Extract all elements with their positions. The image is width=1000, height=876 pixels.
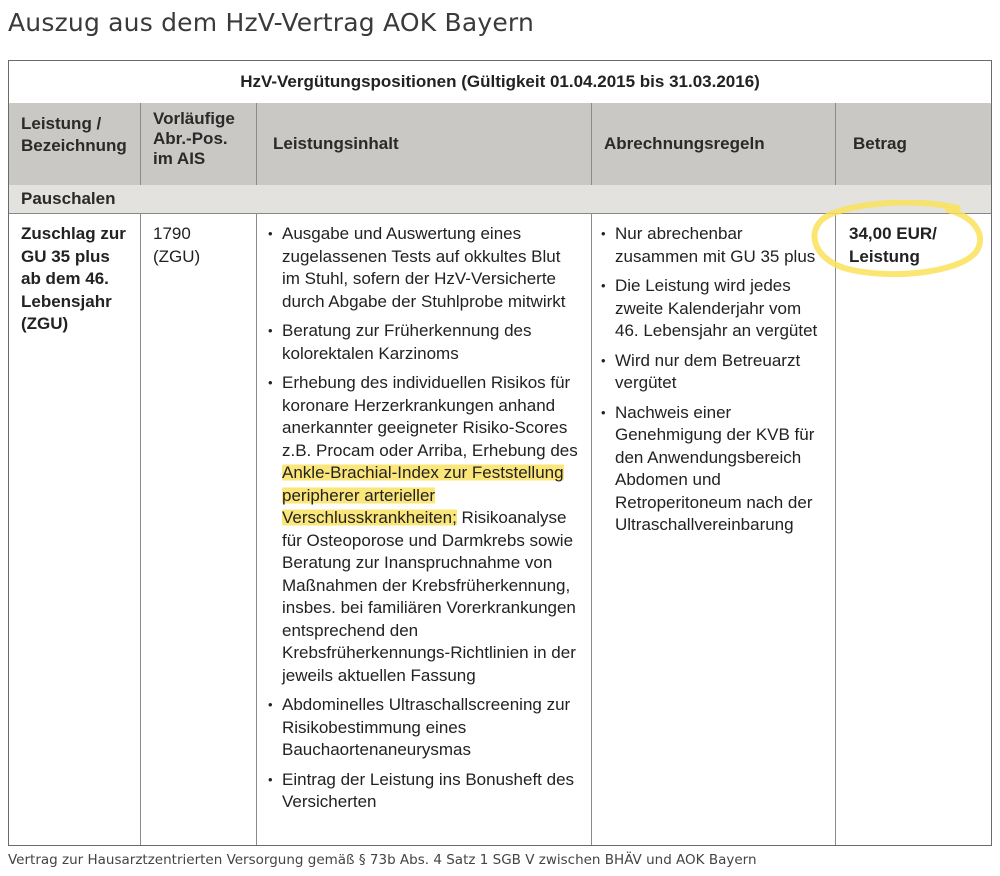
header-inhalt: Leistungsinhalt — [273, 134, 399, 153]
list-item: • Wird nur dem Betreuarzt vergütet — [601, 350, 825, 395]
bezeichnung-line: GU 35 plus — [21, 246, 110, 266]
cell-betrag — [835, 213, 991, 268]
footer-note: Vertrag zur Hausarztzentrierten Versorgung gemäß § 73b Abs. 4 Satz 1 SGB V zwischen BHÄV und AOK Bayern — [8, 852, 757, 868]
abrpos-code: 1790 — [153, 224, 191, 243]
table-header-row — [9, 103, 991, 186]
column-divider — [256, 103, 257, 185]
list-item-text: Erhebung des individuellen Risikos für koronare Herzerkrankungen anhand anerkannter geeigneter Risiko-Scores z.B. Procam oder Arriba, Erhebung des — [282, 373, 578, 460]
page-title: Auszug aus dem HzV-Vertrag AOK Bayern — [8, 8, 535, 37]
header-regeln: Abrechnungsregeln — [604, 134, 765, 153]
list-item: • Beratung zur Früherkennung des kolorektalen Karzinoms — [268, 320, 579, 365]
list-item: • Die Leistung wird jedes zweite Kalenderjahr vom 46. Lebensjahr an vergütet — [601, 275, 825, 343]
bezeichnung-line: Zuschlag zur — [21, 224, 126, 243]
column-divider — [835, 103, 836, 185]
list-item — [268, 372, 579, 687]
header-leistung — [9, 103, 140, 185]
inhalt-list — [268, 223, 579, 814]
header-abrpos — [140, 103, 256, 185]
bezeichnung-line: ab dem 46. — [21, 269, 109, 288]
cell-regeln — [591, 213, 835, 544]
list-item: • Eintrag der Leistung ins Bonusheft des Versicherten — [268, 769, 579, 814]
bezeichnung-line: Lebensjahr — [21, 291, 112, 311]
list-item: • Nachweis einer Genehmigung der KVB für den Anwendungsbereich Abdomen und Retroperitoneum nach der Ultraschallvereinbarung — [601, 402, 825, 537]
list-item: • Ausgabe und Auswertung eines zugelassenen Tests auf okkultes Blut im Stuhl, sofern der HzV-Versicherte durch Abgabe der Stuhlprobe mitwirkt — [268, 223, 579, 313]
column-divider — [140, 213, 141, 845]
header-leistung-line: Bezeichnung — [21, 136, 127, 155]
section-label: Pauschalen — [21, 189, 116, 208]
betrag-amount: 34,00 EUR/ — [849, 224, 937, 243]
cell-inhalt — [256, 213, 591, 821]
header-abrpos-line: Abr.-Pos. — [153, 129, 228, 148]
header-abrpos-line: im AIS — [153, 149, 206, 168]
list-item: • Abdominelles Ultraschallscreening zur Risikobestimmung eines Bauchaortenaneurysmas — [268, 694, 579, 762]
table-title: HzV-Vergütungspositionen (Gültigkeit 01.04.2015 bis 31.03.2016) — [9, 61, 991, 104]
table-row — [9, 213, 991, 845]
betrag-unit: Leistung — [849, 246, 920, 266]
header-leistung-line: Leistung / — [21, 114, 102, 133]
bezeichnung-line: (ZGU) — [21, 314, 69, 333]
cell-bezeichnung — [9, 213, 140, 336]
column-divider — [256, 213, 257, 845]
column-divider — [591, 213, 592, 845]
highlighted-text: Ankle-Brachial-Index zur Feststellung peripherer arterieller Verschlusskrankheiten; — [282, 463, 564, 527]
header-abrpos-line: Vorläufige — [153, 109, 235, 128]
list-item-text: Risikoanalyse für Osteoporose und Darmkrebs sowie Beratung zur Inanspruchnahme von Maßnahmen der Krebsfrüherkennung, insbes. bei familiären Vorerkrankungen entsprechend den Krebsfrüherkennungs-Richtlinien in der jeweils aktuellen Fassung — [282, 508, 576, 685]
fee-table — [8, 60, 992, 846]
abrpos-code-label: (ZGU) — [153, 246, 201, 266]
column-divider — [591, 103, 592, 185]
regeln-list — [601, 223, 825, 537]
cell-abrpos — [140, 213, 256, 268]
column-divider — [140, 103, 141, 185]
section-row — [9, 185, 991, 214]
list-item: • Nur abrechenbar zusammen mit GU 35 plus — [601, 223, 825, 268]
column-divider — [835, 213, 836, 845]
header-betrag: Betrag — [853, 134, 907, 153]
